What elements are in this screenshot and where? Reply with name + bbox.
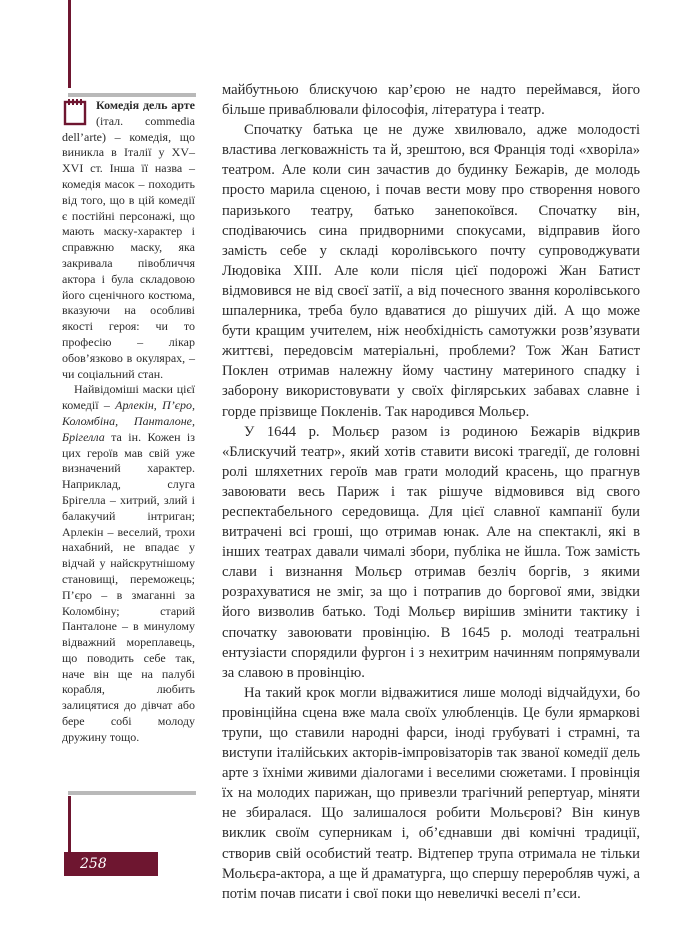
masks-intro: Найвідоміші маски цієї комедії – [62, 382, 195, 413]
sidebar-note [62, 98, 195, 746]
sidebar-masks [62, 382, 195, 745]
sidebar-definition [62, 98, 195, 382]
paragraph-3: У 1644 р. Мольєр разом із родиною Бежарів відкрив «Блискучий театр», який хотів ставити високі трагедії, де головні ролі шляхетних героїв мав грати молодий красень, що прагнув завоювати весь Париж і так рішуче відмовився від свого респектабельного середовища. Для цієї славної кампанії були витрачені всі гроші, що отримав юнак. Але на спектаклі, які в інших театрах давали чималі збори, публіка не йшла. Тож замість слави і визнання Мольєр отримав безліч боргів, з якими розрахуватися не зміг, за що і потрапив до боргової ями, звідки його визволив батько. Тоді Мольєр вирішив змінити тактику і спочатку завоювати провінцію. В 1645 р. молоді театральні ентузіасти спорядили фургон і з нехитрим начинням попрямували за славою в провінцію. [222, 423, 640, 681]
masks-rest: та ін. Кожен із цих героїв мав свій уже визначений характер. Наприклад, слуга Брігелла – хитрий, злий і балакучий інтриган; Арлекін – веселий, трохи нахабний, не впадає у відчай у найскрутнішому становищі, переможець; П’єро – в змаганні за Коломбіну; старий Панталоне – в минулому відважний мореплавець, що поводить себе так, наче він ще на палубі корабля, любить залицятися до дівчат або бере собі молоду дружину тощо. [62, 429, 195, 744]
paragraph-2: Спочатку батька це не дуже хвилювало, адже молодості властива легковажність та й, зрештою, вся Франція тоді «хворіла» театром. Але коли син зачастив до будинку Бежарів, де молодь просто марила сценою, і почав вести мову про створення нового паризького театру, батько занепокоївся. Спочатку він, сподіваючись сина придворними спокусами, відправив його замість себе у складі королівського почту супроводжувати Людовіка XIII. Але коли після цієї подорожі Жан Батист відмовився не від своєї затії, а від почесного звання королівського шпалерника, треба було вдаватися до рішучих дій. А що може бути кращим учителем, ніж необхідність самотужки розв’язувати життєві, передовсім матеріальні, проблеми? Тож Жан Батист Поклен отримав належну йому частину материного спадку і заборону використовувати у своїх фіглярських забавах славне і горде прізвище Покленів. Так народився Мольєр. [222, 122, 640, 420]
sidebar-divider-bottom [68, 791, 196, 795]
paragraph-1: майбутньою блискучою кар’єрою не надто переймався, його більше приваблювали філософія, література і театр. [222, 82, 640, 119]
page-number-label: 258 [80, 856, 107, 872]
notebook-icon [62, 98, 90, 126]
main-text [222, 80, 640, 904]
term-definition: (італ. commedia dell’arte) – комедія, що виникла в Італії у XV–XVI ст. Інша її назва – комедія масок – походить від того, що в цій комедії є постійні персонажі, що мають маску-характер і справжню маску, яка закривала півобличчя актора і була складовою його сценічного костюма, вказуючи на особливі якості героя: чи то професію – лікар обов’язково в окулярах, – чи соціальний стан. [62, 113, 195, 381]
page-number [64, 852, 158, 876]
masks-list: Арлекін, П’єро, Коломбіна, Панталоне, Брігелла [62, 398, 195, 444]
term-title: Комедія дель арте [96, 98, 195, 112]
sidebar-divider-top [68, 93, 196, 97]
paragraph-4: На такий крок могли відважитися лише молоді відчайдухи, бо провінційна сцена вже мала своїх улюбленців. Це були ярмаркові трупи, що ставили народні фарси, іноді грубуваті і страмні, та виступи італійських акторів-імпровізаторів так званої комедії дель арте з їхніми живими діалогами і веселими сюжетами. І провінція їх на молодих парижан, що привезли трагічний репертуар, міняти не збиралася. Що залишалося робити Мольєрові? Він кинув виклик своїм суперникам і, об’єднавши дві комічні традиції, створив свій особистий театр. Відтепер трупа отримала не тільки Мольєра-актора, а ще й драматурга, що спершу переробляв чужі, а потім почав писати і свої поки що невеличкі веселі п’єси. [222, 684, 640, 902]
margin-rule-top [68, 0, 71, 88]
